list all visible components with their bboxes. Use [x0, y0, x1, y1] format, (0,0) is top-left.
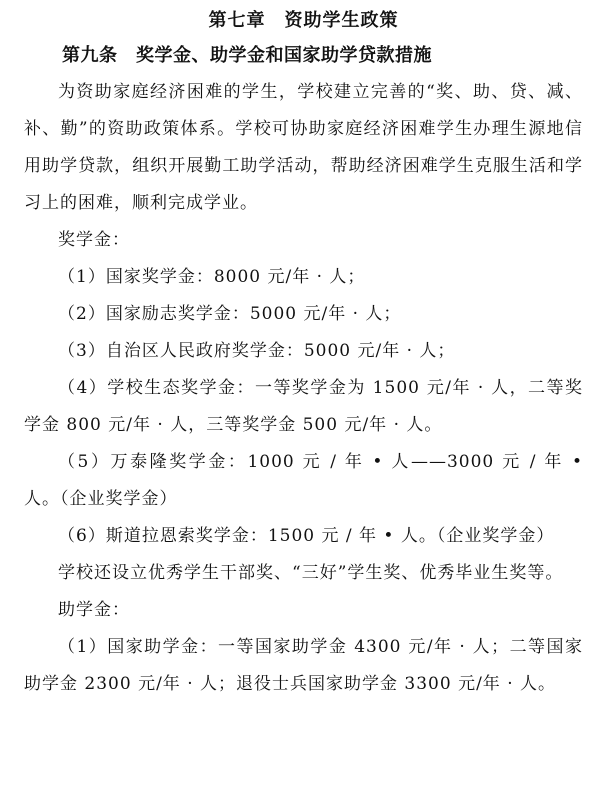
scholarship-item: （6）斯道拉恩索奖学金：1500 元 / 年 • 人。（企业奖学金）: [58, 526, 555, 546]
other-awards-paragraph: 学校还设立优秀学生干部奖、“三好”学生奖、优秀毕业生奖等。: [58, 563, 564, 583]
grant-heading: 助学金：: [58, 600, 130, 620]
article-title: 第九条 奖学金、助学金和国家助学贷款措施: [62, 45, 432, 66]
scholarship-item: （2）国家励志奖学金：5000 元/年 · 人；: [58, 304, 402, 324]
intro-paragraph: 为资助家庭经济困难的学生，学校建立完善的“奖、助、贷、减、补、勤”的资助政策体系。学校可协助家庭经济困难学生办理生源地信用助学贷款，组织开展勤工助学活动，帮助经济困难学生克服生活和学习上的困难，顺利完成学业。: [24, 82, 583, 213]
scholarship-item: （4）学校生态奖学金：一等奖学金为 1500 元/年 · 人，二等奖学金 800 元/年 · 人，三等奖学金 500 元/年 · 人。: [24, 378, 583, 435]
chapter-title: 第七章 资助学生政策: [208, 10, 399, 31]
scholarship-heading: 奖学金：: [58, 230, 130, 250]
grant-item: （1）国家助学金：一等国家助学金 4300 元/年 · 人；二等国家助学金 2300 元/年 · 人；退役士兵国家助学金 3300 元/年 · 人。: [24, 637, 583, 694]
scholarship-item: （1）国家奖学金：8000 元/年 · 人；: [58, 267, 366, 287]
scholarship-item: （3）自治区人民政府奖学金：5000 元/年 · 人；: [58, 341, 456, 361]
scholarship-item: （5）万泰隆奖学金：1000 元 / 年 • 人——3000 元 / 年 • 人。（企业奖学金）: [24, 452, 583, 509]
